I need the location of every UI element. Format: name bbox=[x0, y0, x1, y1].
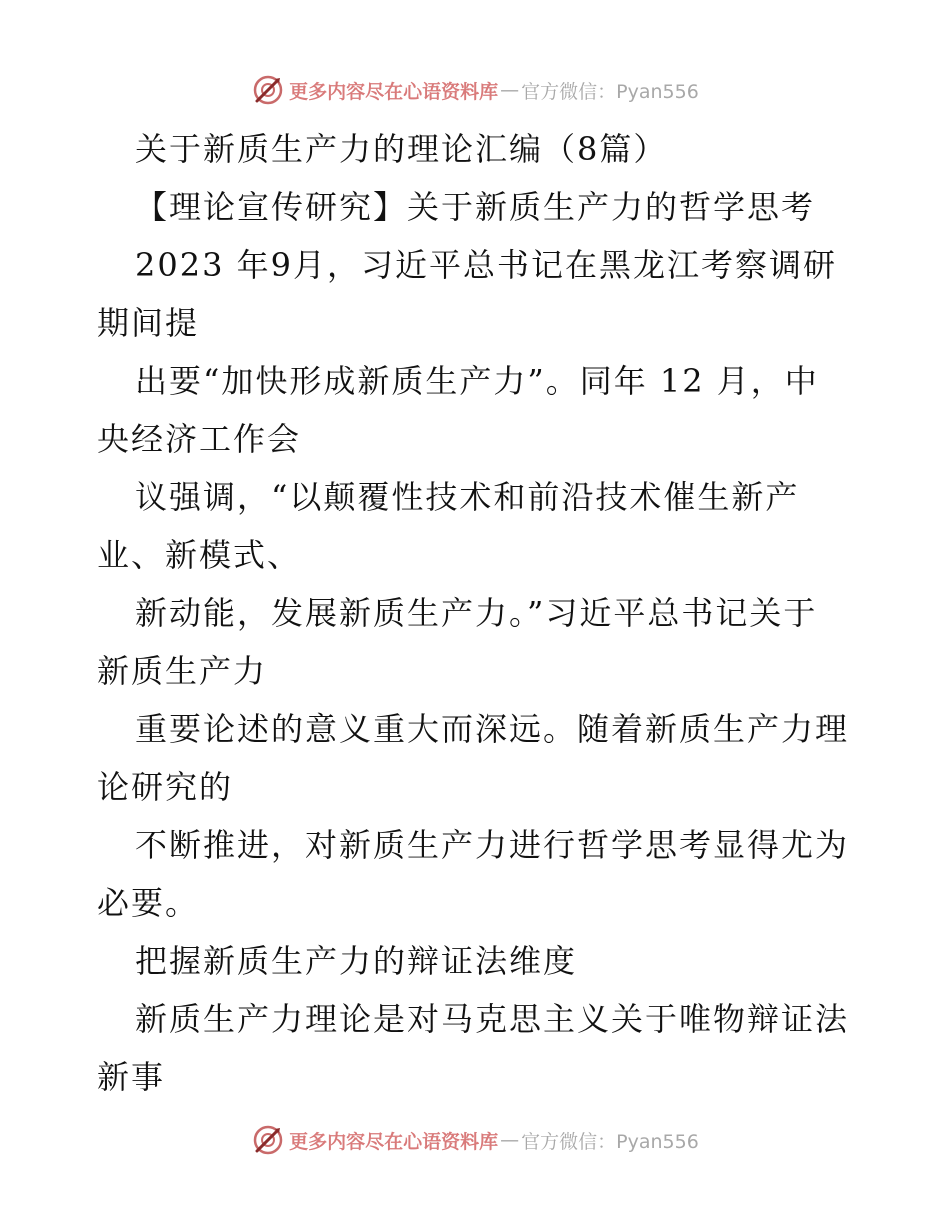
banner-main-text: 更多内容尽在心语资料库 bbox=[289, 80, 499, 103]
text-line: 期间提 bbox=[97, 304, 200, 342]
text-line: 新质生产力 bbox=[97, 652, 268, 690]
text-line: 新动能，发展新质生产力。”习近平总书记关于 bbox=[135, 594, 818, 632]
text-line: 不断推进，对新质生产力进行哲学思考显得尤为 bbox=[135, 826, 850, 864]
logo-icon bbox=[251, 73, 285, 107]
text-line: 央经济工作会 bbox=[97, 420, 302, 458]
text-line: 必要。 bbox=[97, 884, 200, 922]
text-line: 2023 年9月，习近平总书记在黑龙江考察调研 bbox=[135, 246, 837, 284]
section-heading: 把握新质生产力的辩证法维度 bbox=[135, 942, 578, 980]
text-line: 出要“加快形成新质生产力”。同年 12 月，中 bbox=[135, 362, 819, 400]
text-line: 业、新模式、 bbox=[97, 536, 302, 574]
text-line: 论研究的 bbox=[97, 768, 234, 806]
text-line: 新质生产力理论是对马克思主义关于唯物辩证法 bbox=[135, 1000, 850, 1038]
document-body bbox=[97, 120, 857, 1106]
article-heading: 【理论宣传研究】关于新质生产力的哲学思考 bbox=[135, 188, 816, 226]
banner-dash: — bbox=[500, 1129, 520, 1151]
doc-title: 关于新质生产力的理论汇编（8篇） bbox=[135, 130, 668, 168]
banner-wechat-text: 官方微信：Pyan556 bbox=[521, 80, 699, 103]
text-line: 新事 bbox=[97, 1058, 166, 1096]
banner-main-text: 更多内容尽在心语资料库 bbox=[289, 1130, 499, 1153]
header-watermark-banner bbox=[0, 70, 950, 110]
banner-wechat-text: 官方微信：Pyan556 bbox=[521, 1130, 699, 1153]
logo-icon bbox=[251, 1123, 285, 1157]
text-line: 重要论述的意义重大而深远。随着新质生产力理 bbox=[135, 710, 850, 748]
text-line: 议强调，“以颠覆性技术和前沿技术催生新产 bbox=[135, 478, 800, 516]
footer-watermark-banner bbox=[0, 1120, 950, 1160]
banner-dash: — bbox=[500, 79, 520, 101]
